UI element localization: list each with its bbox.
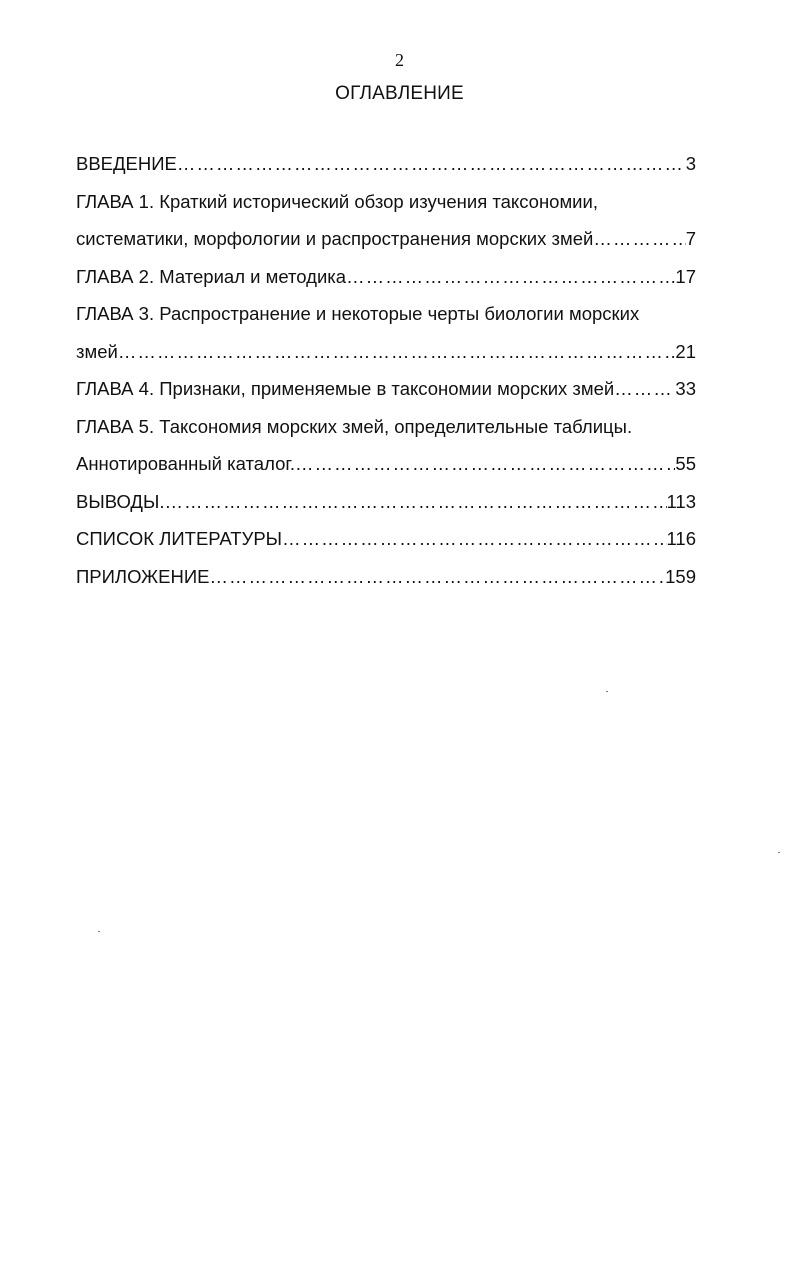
toc-entry-title: ВЫВОДЫ.: [76, 490, 165, 512]
toc-entry-page: 55: [675, 453, 696, 474]
toc-entry-title: систематики, морфологии и распространения морских змей: [76, 228, 594, 249]
toc-entry-title: Аннотированный каталог.: [76, 453, 296, 474]
scan-speck: [98, 931, 100, 932]
scan-speck: [778, 852, 780, 853]
toc-entry-introduction: [76, 145, 696, 183]
toc-entry-conclusions: [76, 483, 696, 521]
dot-leader: [295, 445, 675, 483]
toc-entry-title: СПИСОК ЛИТЕРАТУРЫ: [76, 528, 283, 549]
toc-entry-title: ГЛАВА 4. Признаки, применяемые в таксономии морских змей: [76, 378, 615, 399]
dot-leader: [614, 370, 675, 408]
dot-leader: [209, 558, 665, 596]
toc-entry-title: ПРИЛОЖЕНИЕ: [76, 565, 210, 587]
toc-entry-page: 21: [675, 340, 696, 362]
toc-entry-page: 17: [675, 265, 696, 287]
toc-entry-chapter-1: [76, 220, 696, 258]
toc-entry-page: 3: [685, 153, 696, 174]
scan-speck: [606, 691, 608, 692]
toc-entry-chapter-2: [76, 258, 696, 296]
dot-leader: [346, 258, 675, 296]
dot-leader: [118, 333, 676, 371]
toc-entry-title: змей: [76, 340, 118, 362]
toc-entry-page: 7: [685, 228, 696, 249]
toc-entry-chapter-5: [76, 445, 696, 483]
toc-entry-appendix: [76, 558, 696, 596]
toc-entry-chapter-3: [76, 333, 696, 371]
toc-entry-chapter-1-line-1: ГЛАВА 1. Краткий исторический обзор изучения таксономии,: [76, 190, 598, 212]
toc-entry-chapter-4: [76, 370, 696, 408]
toc-entry-chapter-3-line-1: ГЛАВА 3. Распространение и некоторые черты биологии морских: [76, 303, 640, 324]
dot-leader: [164, 483, 666, 521]
dot-leader: [282, 520, 666, 558]
toc-entry-page: 113: [666, 490, 696, 512]
dot-leader: [593, 220, 685, 258]
toc-entry-references: [76, 520, 696, 558]
toc-entry-chapter-5-line-1: ГЛАВА 5. Таксономия морских змей, определительные таблицы.: [76, 415, 633, 437]
toc-entry-page: 116: [666, 528, 696, 549]
dot-leader: [177, 145, 686, 183]
toc-entry-title: ГЛАВА 2. Материал и методика: [76, 265, 347, 287]
toc-entry-title: ВВЕДЕНИЕ: [76, 153, 177, 174]
toc-heading: ОГЛАВЛЕНИЕ: [335, 83, 464, 104]
page-number: 2: [395, 50, 404, 70]
toc-entry-page: 33: [675, 378, 696, 399]
toc-entry-page: 159: [665, 565, 696, 587]
table-of-contents: [76, 145, 696, 595]
